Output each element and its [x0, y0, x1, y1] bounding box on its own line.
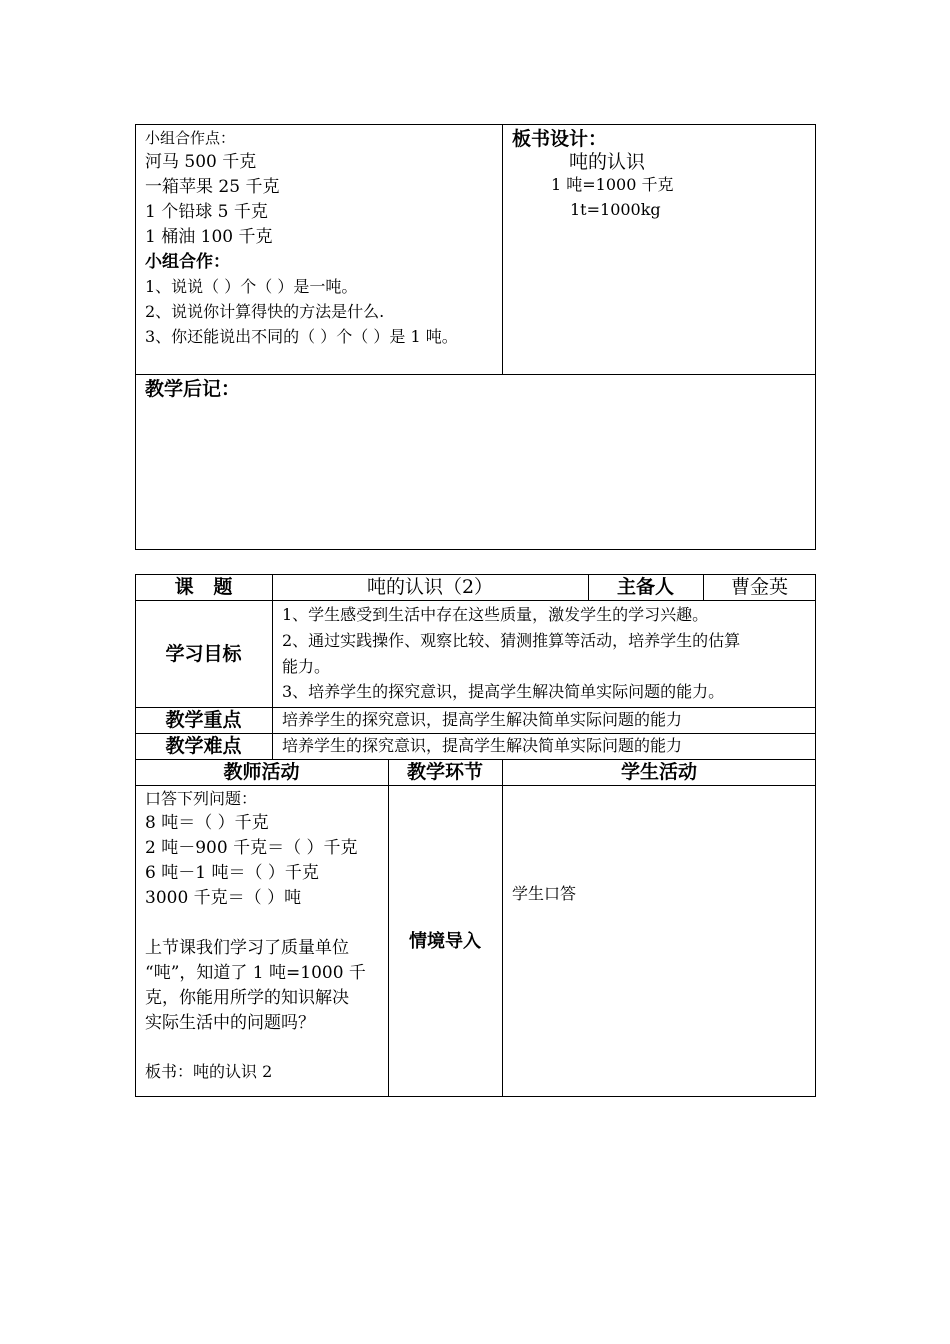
teacher-line: “吨”，知道了 1 吨=1000 千	[145, 963, 366, 983]
row-divider	[135, 759, 816, 760]
upper-divider-vertical	[502, 124, 503, 375]
teacher-line: 口答下列问题：	[145, 789, 258, 808]
list-item: 1 个铅球 5 千克	[145, 202, 268, 222]
list-item: 一箱苹果 25 千克	[145, 177, 280, 197]
teacher-activity-header: 教师活动	[223, 761, 300, 783]
group-points-title: 小组合作点：	[145, 129, 236, 147]
board-main-heading: 吨的认识	[569, 151, 646, 173]
column-divider	[272, 574, 273, 759]
column-divider	[502, 759, 503, 1097]
column-divider	[388, 759, 389, 1097]
goal-line: 能力。	[282, 657, 331, 676]
board-line-1: 1 吨=1000 千克	[551, 175, 674, 194]
question-2: 2、说说你计算得快的方法是什么.	[145, 302, 385, 321]
goals-label: 学习目标	[165, 643, 242, 665]
teaching-stage-header: 教学环节	[406, 761, 483, 783]
teacher-line: 上节课我们学习了质量单位	[145, 938, 349, 958]
goal-line: 1、学生感受到生活中存在这些质量，激发学生的学习兴趣。	[282, 605, 709, 624]
teaching-notes-title: 教学后记：	[145, 378, 241, 400]
topic-value: 吨的认识（2）	[366, 576, 494, 598]
stage-value: 情境导入	[409, 931, 481, 952]
teacher-line: 板书：吨的认识 2	[145, 1062, 273, 1081]
difficulty-value: 培养学生的探究意识，提高学生解决简单实际问题的能力	[282, 736, 683, 755]
key-point-label: 教学重点	[165, 709, 242, 731]
row-divider	[135, 785, 816, 786]
goal-line: 2、通过实践操作、观察比较、猜测推算等活动，培养学生的估算	[282, 631, 741, 650]
topic-label: 课 题	[174, 576, 233, 598]
list-item: 河马 500 千克	[145, 152, 257, 172]
teacher-line: 6 吨－1 吨＝（ ）千克	[145, 863, 319, 883]
teacher-line: 8 吨＝（ ）千克	[145, 813, 269, 833]
teacher-line: 3000 千克＝（ ）吨	[145, 888, 302, 908]
teacher-line: 克，你能用所学的知识解决	[145, 988, 349, 1008]
question-1: 1、说说（ ）个（ ）是一吨。	[145, 277, 358, 296]
difficulty-label: 教学难点	[165, 735, 242, 757]
board-line-2: 1t=1000kg	[570, 200, 661, 219]
preparer-label: 主备人	[616, 576, 674, 598]
teacher-line: 2 吨－900 千克＝（ ）千克	[145, 838, 358, 858]
student-activity-value: 学生口答	[512, 884, 577, 903]
row-divider	[135, 707, 816, 708]
row-divider	[135, 733, 816, 734]
upper-divider-horizontal	[135, 374, 816, 375]
list-item: 1 桶油 100 千克	[145, 227, 273, 247]
goal-line: 3、培养学生的探究意识，提高学生解决简单实际问题的能力。	[282, 682, 725, 701]
group-work-title: 小组合作：	[145, 252, 230, 272]
board-design-title: 板书设计：	[512, 128, 608, 150]
student-activity-header: 学生活动	[620, 761, 697, 783]
teacher-line: 实际生活中的问题吗？	[145, 1013, 315, 1033]
preparer-value: 曹金英	[730, 576, 788, 598]
question-3: 3、你还能说出不同的（ ）个（ ）是 1 吨。	[145, 327, 458, 346]
key-point-value: 培养学生的探究意识，提高学生解决简单实际问题的能力	[282, 710, 683, 729]
row-divider	[135, 600, 816, 601]
